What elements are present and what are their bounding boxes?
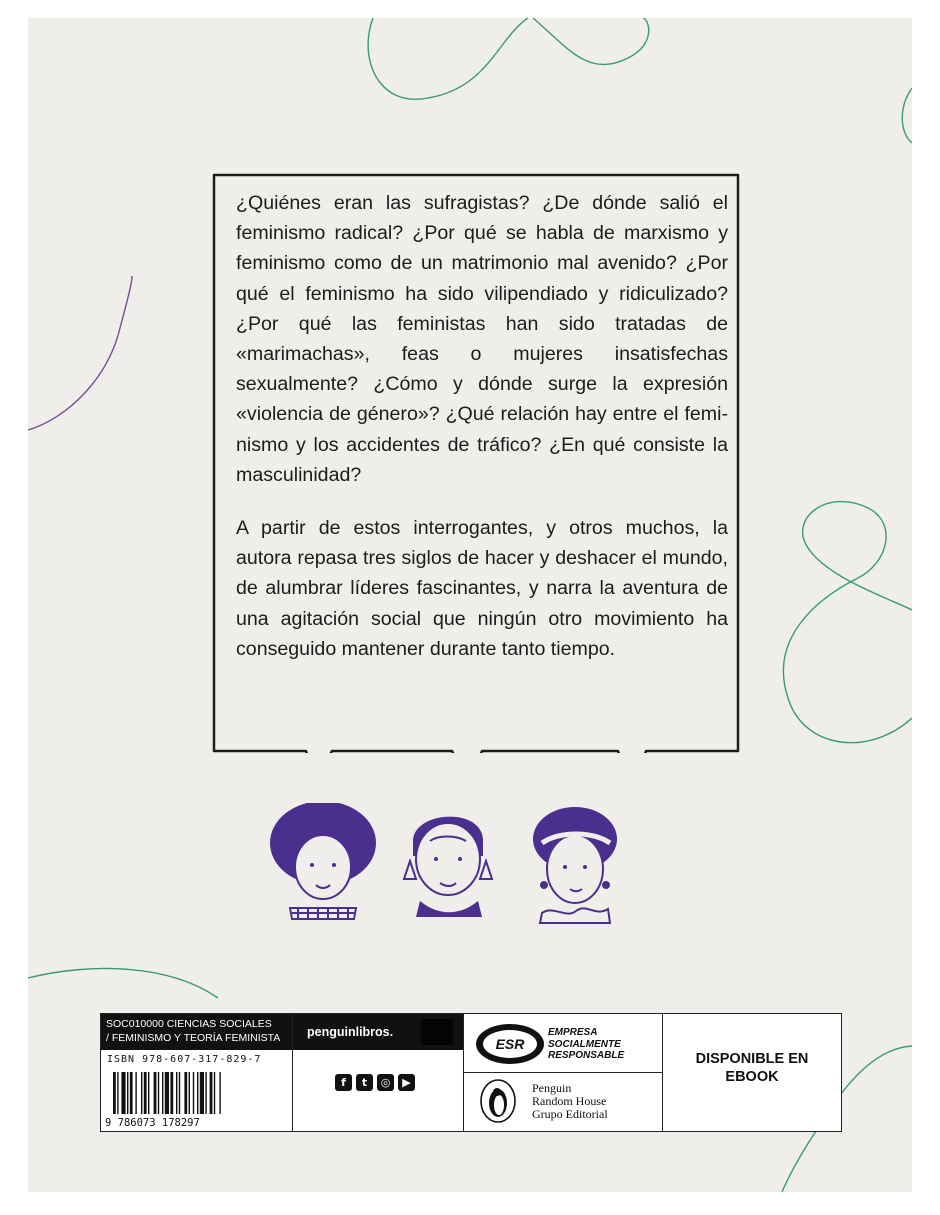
back-cover bbox=[28, 18, 912, 1192]
publisher-name bbox=[532, 1082, 608, 1121]
ebook-cell bbox=[663, 1014, 841, 1131]
publisher-line-1: Penguin bbox=[532, 1081, 572, 1095]
penguin-logo-icon bbox=[478, 1078, 518, 1124]
blurb-paragraph: ¿Quiénes eran las sufragistas? ¿De dónde salió el feminismo radical? ¿Por qué se habla de marxismo y feminismo como de un matrimonio mal avenido? ¿Por qué el feminismo ha sido vilipendiado y ridiculizado? ¿Por qué las feministas han sido tratadas de «marimachas», feas o mujeres insatisfechas sexualmente? ¿Cómo y dónde surge la expresión «violencia de género»? ¿Qué relación hay entre el feminismo y los accidentes de tráfico? ¿En qué consiste la masculinidad? bbox=[236, 192, 728, 486]
esr-line-2: SOCIALMENTE bbox=[548, 1038, 621, 1050]
esr-badge-text: ESR bbox=[495, 1036, 525, 1052]
face-afro bbox=[270, 803, 376, 919]
esr-text bbox=[548, 1027, 624, 1062]
facebook-icon[interactable]: f bbox=[335, 1074, 352, 1091]
esr-icon bbox=[470, 1016, 550, 1072]
social-icons bbox=[335, 1074, 415, 1091]
ebook-line-1: DISPONIBLE EN bbox=[695, 1051, 809, 1067]
category-line-1: SOC010000 CIENCIAS SOCIALES bbox=[106, 1018, 272, 1030]
esr-logo bbox=[464, 1014, 662, 1073]
publisher-cell bbox=[464, 1014, 663, 1131]
purple-squiggle-left bbox=[28, 276, 132, 430]
publisher-line-3: Grupo Editorial bbox=[532, 1107, 608, 1121]
green-loop-right bbox=[783, 502, 912, 743]
category-label bbox=[101, 1014, 292, 1050]
barcode bbox=[105, 1072, 287, 1128]
face-short-hair bbox=[404, 817, 492, 917]
twitter-icon[interactable]: t bbox=[356, 1074, 373, 1091]
website-link[interactable]: penguinlibros. bbox=[307, 1025, 394, 1039]
footer-info-block bbox=[100, 1013, 842, 1132]
blurb-text bbox=[236, 188, 728, 664]
ebook-line-2: EBOOK bbox=[725, 1069, 779, 1085]
barcode-digits: 9 786073 178297 bbox=[105, 1117, 200, 1128]
esr-line-1: EMPRESA bbox=[548, 1027, 598, 1038]
green-squiggle-top bbox=[368, 18, 649, 99]
green-loop-top-right bbox=[902, 88, 912, 143]
isbn-cell bbox=[101, 1014, 293, 1131]
youtube-icon[interactable]: ▶ bbox=[398, 1074, 415, 1091]
publisher-line-2: Random House bbox=[532, 1094, 607, 1108]
instagram-icon[interactable]: ◎ bbox=[377, 1074, 394, 1091]
website-cell bbox=[293, 1014, 464, 1131]
ebook-notice bbox=[663, 1050, 841, 1086]
esr-line-3: RESPONSABLE bbox=[548, 1050, 625, 1061]
face-headband bbox=[533, 807, 617, 923]
website-bar bbox=[293, 1014, 463, 1050]
website-suffix-block bbox=[421, 1019, 453, 1045]
blurb-paragraph: A partir de estos interrogantes, y otros muchos, la autora repasa tres siglos de hacer y deshacer el mundo, de alumbrar líderes fascinantes, y narra la aventura de una agitación social que ningún otro movimiento ha conseguido mantener durante tanto tiempo. bbox=[236, 517, 728, 660]
category-line-2: / FEMINISMO Y TEORÍA FEMINISTA bbox=[106, 1032, 281, 1044]
isbn-text: ISBN 978-607-317-829-7 bbox=[107, 1054, 262, 1065]
green-line-bottom-left bbox=[28, 968, 218, 998]
faces-illustration bbox=[268, 803, 628, 933]
